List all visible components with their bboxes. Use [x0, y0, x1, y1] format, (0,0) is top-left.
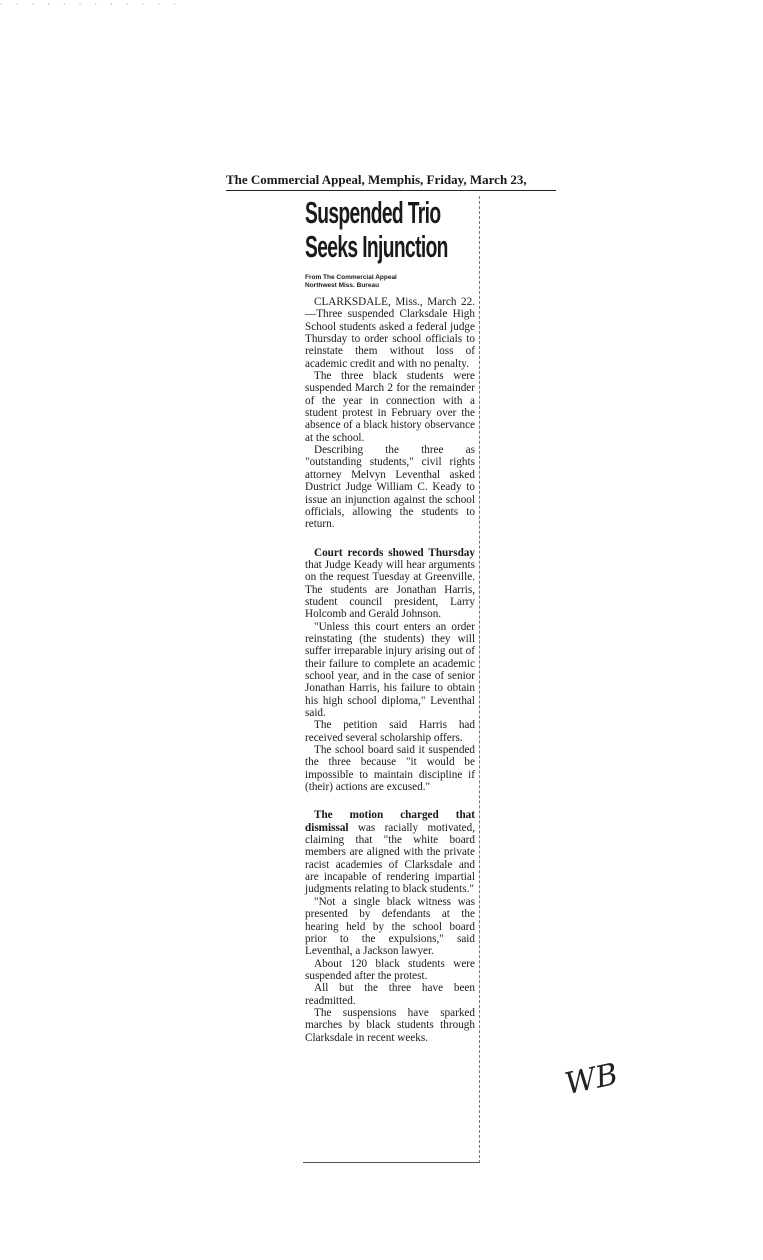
paragraph-quote: "Unless this court enters an order reinstating (the students) they will suffer irreparable injury arising out of their failure to complete an academic school year, and in the case of senior Jonathan Harris, his failure to obtain his high school diploma," Leventhal said. [305, 620, 475, 719]
paragraph-court-records: Court records showed Thursday that Judge Keady will hear arguments on the request Tuesday at Greenville. The students are Jonathan Harris, student council president, Larry Holcomb and Gerald Johnson. [305, 546, 475, 621]
paragraph-dateline: CLARKSDALE, Miss., March 22.—Three suspended Clarksdale High School students asked a federal judge Thursday to order school officials to reinstate them without loss of academic credit and with no penalty. [305, 296, 475, 370]
paragraph: The petition said Harris had received several scholarship offers. [305, 719, 475, 744]
newspaper-masthead: The Commercial Appeal, Memphis, Friday, March 23, [226, 172, 556, 191]
paragraph: Describing the three as "outstanding students," civil rights attorney Melvyn Leventhal asked Dustrict Judge William C. Keady to issue an injunction against the school officials, allowing the students to return. [305, 444, 475, 531]
headline [305, 196, 466, 268]
paragraph: The three black students were suspended March 2 for the remainder of the year in connection with a student protest in February over the absence of a black history observance at the school. [305, 370, 475, 444]
article-body [305, 296, 475, 1044]
credit-line-2: Northwest Miss. Bureau [305, 282, 380, 289]
headline-line-2: Seeks Injunction [305, 229, 448, 264]
credit-line-1: From The Commercial Appeal [305, 274, 397, 281]
column-break [305, 793, 475, 809]
paragraph: The school board said it suspended the three because "it would be impossible to maintain discipline if (their) actions are excused." [305, 744, 475, 794]
handwritten-initials: WB [561, 1056, 621, 1103]
bureau-credit [305, 274, 475, 290]
paragraph: About 120 black students were suspended after the protest. [305, 957, 475, 982]
paragraph-motion: The motion charged that dismissal was racially motivated, claiming that "the white board members are aligned with the private racist academies of Clarksdale and are incapable of rendering impartial judgments relating to black students." [305, 809, 475, 896]
paragraph: All but the three have been readmitted. [305, 982, 475, 1007]
headline-line-1: Suspended Trio [305, 195, 441, 230]
scan-dots: · · · · · · · · · · · · [0, 0, 181, 10]
paragraph: The suspensions have sparked marches by black students through Clarksdale in recent weeks. [305, 1006, 475, 1044]
lead-in: Court records showed Thursday [314, 546, 475, 559]
column-break [305, 531, 475, 547]
lead-in: The motion charged that dismissal [305, 809, 475, 834]
paragraph: "Not a single black witness was presented by defendants at the hearing held by the school board prior to the expulsions," said Leventhal, a Jackson lawyer. [305, 895, 475, 958]
news-clipping [305, 196, 475, 1044]
